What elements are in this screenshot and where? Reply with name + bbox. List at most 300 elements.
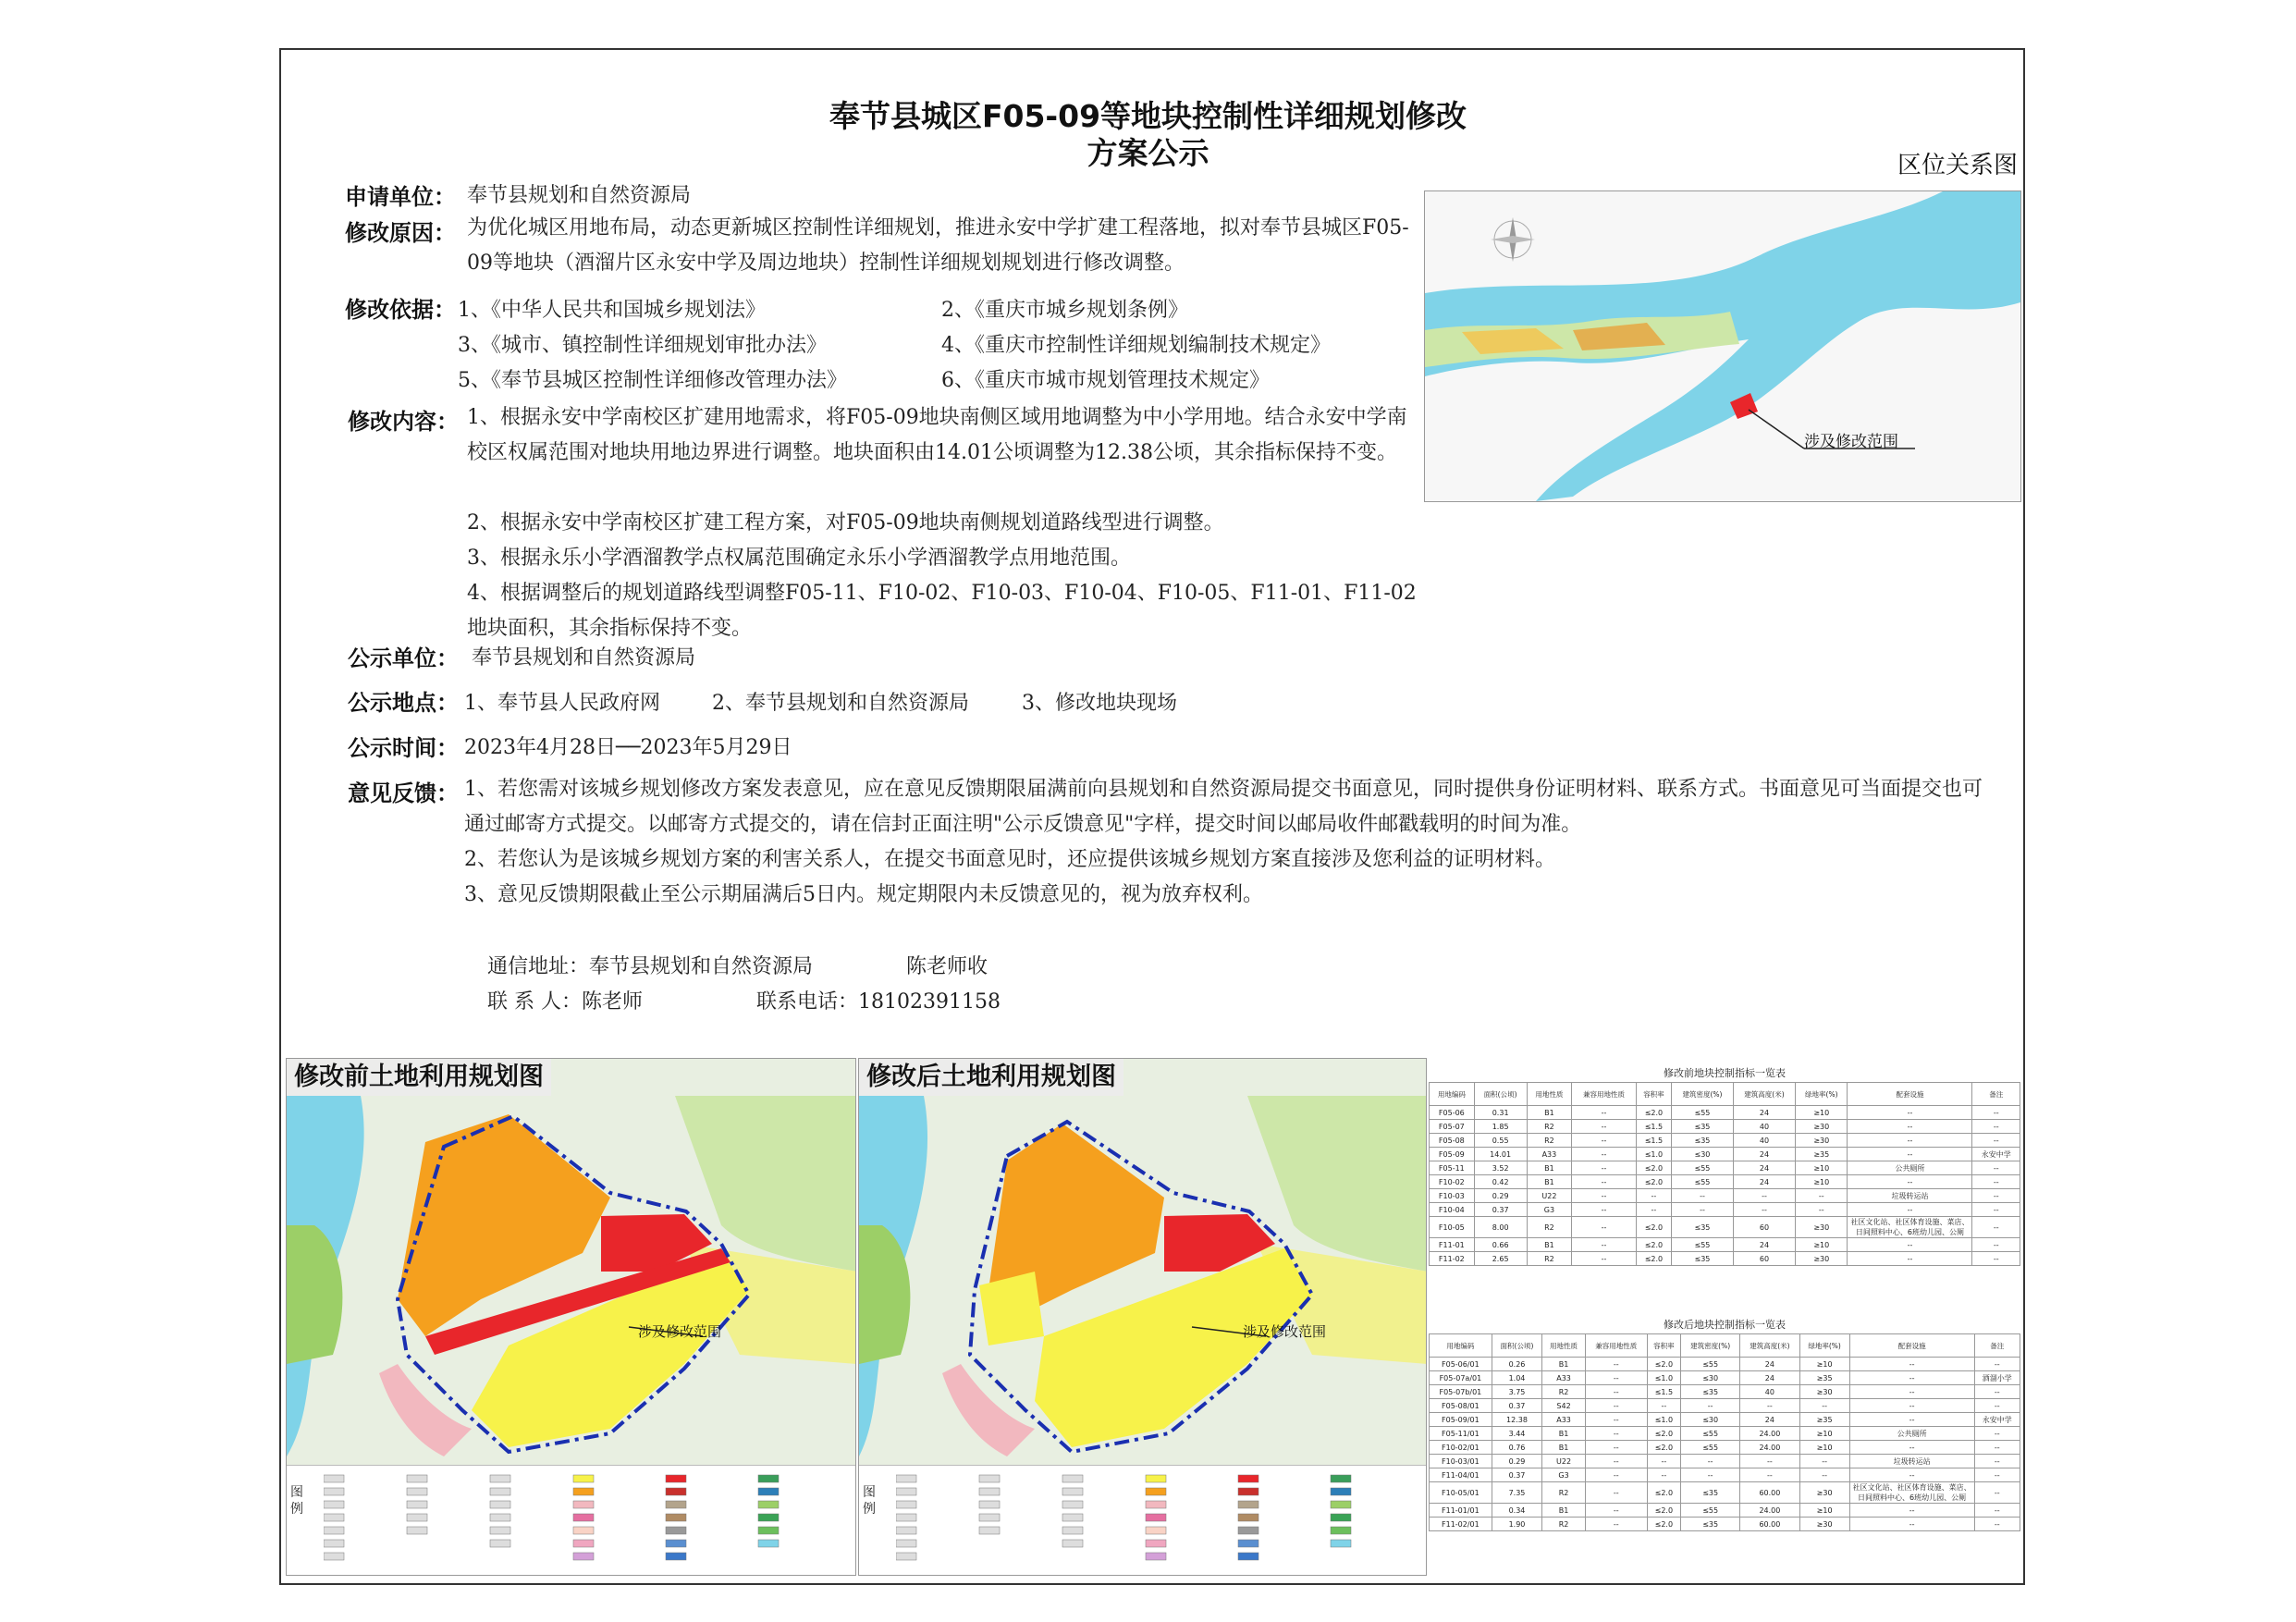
after-land-use-map: [858, 1058, 1427, 1576]
table-cell: --: [1849, 1413, 1974, 1427]
table-cell: 2.65: [1474, 1252, 1527, 1266]
table-row: [1430, 1455, 2020, 1468]
table-cell: ≤2.0: [1636, 1217, 1671, 1238]
table-cell: 7.35: [1492, 1482, 1541, 1504]
table-cell: F10-03/01: [1430, 1455, 1492, 1468]
table-cell: B1: [1527, 1106, 1572, 1120]
table-cell: --: [1733, 1203, 1795, 1217]
table-cell: 24: [1733, 1161, 1795, 1175]
table-row: [1430, 1413, 2020, 1427]
table-cell: F05-08/01: [1430, 1399, 1492, 1413]
after-map-legend: [859, 1465, 1426, 1575]
table-cell: --: [1572, 1252, 1637, 1266]
table-cell: F11-02: [1430, 1252, 1475, 1266]
table-cell: --: [1585, 1385, 1647, 1399]
table-row: [1430, 1399, 2020, 1413]
table-row: [1430, 1518, 2020, 1531]
table-cell: 垃圾转运站: [1848, 1189, 1972, 1203]
table-cell: F11-01: [1430, 1238, 1475, 1252]
table-cell: --: [1572, 1203, 1637, 1217]
table-row: [1430, 1106, 2020, 1120]
basis-item-3: 3、《城市、镇控制性详细规划审批办法》: [458, 334, 827, 357]
content-item-3: 3、根据永乐小学酒溜教学点权属范围确定永乐小学酒溜教学点用地范围。: [467, 547, 1131, 570]
table-cell: ≤30: [1681, 1371, 1740, 1385]
feedback-label: 意见反馈：: [348, 780, 459, 806]
table-cell: --: [1799, 1455, 1849, 1468]
table-cell: ≤35: [1681, 1482, 1740, 1504]
table-cell: 1.85: [1474, 1120, 1527, 1134]
table-cell: --: [1972, 1238, 2020, 1252]
table-cell: --: [1848, 1148, 1972, 1161]
table-cell: 14.01: [1474, 1148, 1527, 1161]
table-cell: F05-09/01: [1430, 1413, 1492, 1427]
table-cell: F10-02: [1430, 1175, 1475, 1189]
notice-place-2: 2、奉节县规划和自然资源局: [712, 692, 969, 715]
applicant-value: 奉节县规划和自然资源局: [467, 184, 692, 207]
table-cell: ≤35: [1672, 1252, 1734, 1266]
table-cell: ≤2.0: [1647, 1504, 1681, 1518]
table-cell: 0.37: [1474, 1203, 1527, 1217]
basis-item-4: 4、《重庆市控制性详细规划编制技术规定》: [941, 334, 1331, 357]
table-cell: F11-01/01: [1430, 1504, 1492, 1518]
table-cell: --: [1572, 1148, 1637, 1161]
table-cell: --: [1974, 1358, 2020, 1371]
table-row: [1430, 1120, 2020, 1134]
table-cell: 60: [1733, 1217, 1795, 1238]
table-cell: A33: [1542, 1413, 1586, 1427]
table-cell: 60.00: [1740, 1518, 1799, 1531]
table-cell: G3: [1542, 1468, 1586, 1482]
table-cell: --: [1972, 1217, 2020, 1238]
table-cell: 40: [1733, 1120, 1795, 1134]
table-cell: --: [1647, 1455, 1681, 1468]
table-cell: --: [1848, 1106, 1972, 1120]
table-cell: ≥35: [1799, 1413, 1849, 1427]
table-cell: --: [1585, 1441, 1647, 1455]
table-cell: --: [1647, 1399, 1681, 1413]
feedback-item-1: 1、若您需对该城乡规划修改方案发表意见，应在意见反馈期限届满前向县规划和自然资源局提交书面意见，同时提供身份证明材料、联系方式。书面意见可当面提交也可通过邮寄方式提交。以邮寄方式提交的，请在信封正面注明"公示反馈意见"字样，提交时间以邮局收件邮戳载明的时间为准。: [464, 778, 1983, 836]
table-cell: --: [1585, 1413, 1647, 1427]
table-cell: 24: [1740, 1413, 1799, 1427]
table-cell: ≥10: [1796, 1161, 1848, 1175]
table-cell: 24: [1740, 1358, 1799, 1371]
table-cell: ≤2.0: [1647, 1518, 1681, 1531]
notice-place-label: 公示地点：: [348, 690, 459, 716]
before-table-title: 修改前地块控制指标一览表: [1664, 1067, 1786, 1079]
table-cell: --: [1740, 1468, 1799, 1482]
table-cell: ≥30: [1796, 1217, 1848, 1238]
table-cell: 40: [1733, 1134, 1795, 1148]
table-cell: B1: [1527, 1161, 1572, 1175]
table-cell: G3: [1527, 1203, 1572, 1217]
table-cell: --: [1585, 1468, 1647, 1482]
table-cell: --: [1572, 1161, 1637, 1175]
table-row: [1430, 1427, 2020, 1441]
table-row: [1430, 1203, 2020, 1217]
table-cell: --: [1672, 1189, 1734, 1203]
table-cell: --: [1972, 1252, 2020, 1266]
table-cell: ≥35: [1799, 1371, 1849, 1385]
basis-label: 修改依据：: [345, 297, 456, 323]
table-cell: ≥10: [1799, 1427, 1849, 1441]
table-cell: --: [1972, 1203, 2020, 1217]
table-cell: R2: [1542, 1518, 1586, 1531]
feedback-item-3: 3、意见反馈期限截止至公示期届满后5日内。规定期限内未反馈意见的，视为放弃权利。: [464, 883, 1263, 906]
basis-item-6: 6、《重庆市城市规划管理技术规定》: [941, 369, 1270, 392]
table-cell: ≤2.0: [1636, 1252, 1671, 1266]
table-cell: 8.00: [1474, 1217, 1527, 1238]
table-cell: R2: [1527, 1217, 1572, 1238]
header-cell: 兼容用地性质: [1585, 1334, 1647, 1358]
table-cell: ≤55: [1672, 1106, 1734, 1120]
header-cell: 用地性质: [1527, 1083, 1572, 1106]
header-cell: 绿地率(%): [1799, 1334, 1849, 1358]
table-cell: 永安中学: [1972, 1148, 2020, 1161]
table-row: [1430, 1134, 2020, 1148]
table-cell: --: [1572, 1106, 1637, 1120]
table-cell: 1.90: [1492, 1518, 1541, 1531]
basis-item-2: 2、《重庆市城乡规划条例》: [941, 299, 1188, 322]
table-cell: --: [1733, 1189, 1795, 1203]
table-cell: --: [1585, 1455, 1647, 1468]
table-cell: F10-03: [1430, 1189, 1475, 1203]
table-cell: R2: [1527, 1252, 1572, 1266]
table-cell: ≥30: [1796, 1134, 1848, 1148]
table-cell: ≤55: [1681, 1358, 1740, 1371]
table-cell: ≥10: [1796, 1175, 1848, 1189]
table-cell: ≤2.0: [1636, 1161, 1671, 1175]
table-cell: 0.37: [1492, 1399, 1541, 1413]
table-cell: --: [1848, 1120, 1972, 1134]
table-cell: --: [1974, 1504, 2020, 1518]
table-row: [1430, 1175, 2020, 1189]
page-subtitle: 方案公示: [1087, 135, 1209, 171]
table-cell: 0.37: [1492, 1468, 1541, 1482]
table-cell: ≤55: [1672, 1238, 1734, 1252]
table-cell: ≤55: [1681, 1504, 1740, 1518]
table-cell: --: [1849, 1504, 1974, 1518]
table-cell: --: [1848, 1238, 1972, 1252]
table-cell: --: [1972, 1106, 2020, 1120]
header-cell: 备注: [1974, 1334, 2020, 1358]
table-cell: ≤1.5: [1636, 1134, 1671, 1148]
table-cell: 0.55: [1474, 1134, 1527, 1148]
table-cell: 24: [1740, 1371, 1799, 1385]
applicant-label: 申请单位：: [345, 184, 456, 210]
header-cell: 建筑密度(%): [1672, 1083, 1734, 1106]
table-cell: --: [1585, 1399, 1647, 1413]
table-cell: 0.42: [1474, 1175, 1527, 1189]
table-cell: 24.00: [1740, 1504, 1799, 1518]
after-indicator-table: [1429, 1333, 2020, 1531]
table-cell: F10-04: [1430, 1203, 1475, 1217]
table-cell: --: [1585, 1427, 1647, 1441]
table-cell: ≤35: [1672, 1120, 1734, 1134]
table-cell: --: [1972, 1134, 2020, 1148]
table-row: [1430, 1358, 2020, 1371]
after-table-title: 修改后地块控制指标一览表: [1664, 1319, 1786, 1331]
table-cell: ≤1.0: [1647, 1371, 1681, 1385]
table-cell: --: [1848, 1134, 1972, 1148]
table-cell: --: [1681, 1468, 1740, 1482]
table-cell: --: [1974, 1399, 2020, 1413]
contact-person: 联 系 人：陈老师: [487, 990, 643, 1014]
table-cell: F10-02/01: [1430, 1441, 1492, 1455]
feedback-item-2: 2、若您认为是该城乡规划方案的利害关系人，在提交书面意见时，还应提供该城乡规划方案直接涉及您利益的证明材料。: [464, 848, 1556, 871]
table-cell: 社区文化站、社区体育设施、菜店、日间照料中心、6班幼儿园、公厕: [1848, 1217, 1972, 1238]
table-cell: ≥30: [1796, 1252, 1848, 1266]
table-cell: ≤55: [1681, 1441, 1740, 1455]
table-cell: --: [1848, 1175, 1972, 1189]
table-cell: --: [1572, 1120, 1637, 1134]
table-cell: F10-05: [1430, 1217, 1475, 1238]
table-cell: F05-09: [1430, 1148, 1475, 1161]
table-cell: --: [1796, 1189, 1848, 1203]
table-cell: --: [1672, 1203, 1734, 1217]
after-map-scope-label: 涉及修改范围: [1243, 1323, 1327, 1340]
notice-time-value: 2023年4月28日──2023年5月29日: [464, 736, 792, 759]
after-table-body: [1430, 1358, 2020, 1531]
table-cell: R2: [1542, 1482, 1586, 1504]
table-cell: F05-06/01: [1430, 1358, 1492, 1371]
table-cell: --: [1740, 1455, 1799, 1468]
table-row: [1430, 1217, 2020, 1238]
table-cell: F05-07b/01: [1430, 1385, 1492, 1399]
before-map-heading: 修改前土地利用规划图: [287, 1059, 551, 1096]
table-cell: ≤35: [1681, 1518, 1740, 1531]
table-cell: B1: [1542, 1358, 1586, 1371]
header-cell: 用地编码: [1430, 1083, 1475, 1106]
table-cell: ≥30: [1799, 1518, 1849, 1531]
table-cell: 公共厕所: [1848, 1161, 1972, 1175]
after-legend-title: 图例: [863, 1485, 876, 1517]
table-cell: --: [1647, 1468, 1681, 1482]
table-cell: ≥10: [1799, 1358, 1849, 1371]
table-cell: --: [1585, 1504, 1647, 1518]
table-cell: 3.75: [1492, 1385, 1541, 1399]
table-cell: --: [1572, 1134, 1637, 1148]
table-cell: F05-11/01: [1430, 1427, 1492, 1441]
compass-icon: [1491, 217, 1535, 262]
header-cell: 建筑高度(米): [1740, 1334, 1799, 1358]
header-cell: 绿地率(%): [1796, 1083, 1848, 1106]
table-cell: 0.34: [1492, 1504, 1541, 1518]
table-cell: 24: [1733, 1148, 1795, 1161]
table-cell: ≤2.0: [1636, 1175, 1671, 1189]
table-cell: --: [1799, 1399, 1849, 1413]
table-cell: ≤55: [1672, 1175, 1734, 1189]
table-cell: 3.52: [1474, 1161, 1527, 1175]
table-cell: 3.44: [1492, 1427, 1541, 1441]
table-cell: ≤35: [1672, 1217, 1734, 1238]
table-cell: --: [1585, 1482, 1647, 1504]
table-cell: ≤1.0: [1636, 1148, 1671, 1161]
table-row: [1430, 1371, 2020, 1385]
table-cell: --: [1972, 1189, 2020, 1203]
table-cell: 60: [1733, 1252, 1795, 1266]
table-cell: 0.29: [1492, 1455, 1541, 1468]
after-legend-swatches: [896, 1473, 1423, 1569]
table-cell: 0.31: [1474, 1106, 1527, 1120]
table-cell: --: [1585, 1371, 1647, 1385]
before-legend-title: 图例: [290, 1485, 303, 1517]
table-cell: --: [1848, 1252, 1972, 1266]
table-cell: ≤30: [1672, 1148, 1734, 1161]
table-cell: U22: [1527, 1189, 1572, 1203]
table-cell: --: [1849, 1385, 1974, 1399]
table-cell: B1: [1527, 1175, 1572, 1189]
table-cell: --: [1974, 1455, 2020, 1468]
table-cell: 24: [1733, 1175, 1795, 1189]
table-cell: --: [1740, 1399, 1799, 1413]
header-cell: 用地编码: [1430, 1334, 1492, 1358]
table-cell: --: [1681, 1399, 1740, 1413]
table-cell: A33: [1542, 1371, 1586, 1385]
table-row: [1430, 1238, 2020, 1252]
table-cell: 24: [1733, 1238, 1795, 1252]
table-row: [1430, 1161, 2020, 1175]
content-item-1: 1、根据永安中学南校区扩建用地需求，将F05-09地块南侧区域用地调整为中小学用地。结合永安中学南校区权属范围对地块用地边界进行调整。地块面积由14.01公顷调整为12.38公顷，其余指标保持不变。: [467, 406, 1407, 464]
table-cell: ≤1.5: [1636, 1120, 1671, 1134]
before-indicator-table: [1429, 1082, 2020, 1266]
table-cell: --: [1585, 1518, 1647, 1531]
header-cell: 备注: [1972, 1083, 2020, 1106]
table-cell: ≥10: [1796, 1106, 1848, 1120]
table-cell: F10-05/01: [1430, 1482, 1492, 1504]
table-cell: F11-04/01: [1430, 1468, 1492, 1482]
table-cell: 0.29: [1474, 1189, 1527, 1203]
header-cell: 兼容用地性质: [1572, 1083, 1637, 1106]
location-map: [1424, 190, 2021, 502]
table-row: [1430, 1504, 2020, 1518]
table-cell: ≤30: [1681, 1413, 1740, 1427]
table-cell: --: [1585, 1358, 1647, 1371]
table-cell: F11-02/01: [1430, 1518, 1492, 1531]
table-cell: ≥30: [1796, 1120, 1848, 1134]
table-cell: ≤2.0: [1636, 1238, 1671, 1252]
contact-address: 通信地址：奉节县规划和自然资源局: [487, 955, 814, 978]
table-row: [1430, 1252, 2020, 1266]
table-cell: F05-07a/01: [1430, 1371, 1492, 1385]
table-cell: --: [1572, 1189, 1637, 1203]
table-cell: B1: [1542, 1504, 1586, 1518]
table-cell: --: [1849, 1441, 1974, 1455]
table-cell: --: [1681, 1455, 1740, 1468]
table-cell: 0.76: [1492, 1441, 1541, 1455]
table-cell: ≤35: [1681, 1385, 1740, 1399]
before-land-use-map: [286, 1058, 856, 1576]
before-map-legend: [287, 1465, 855, 1575]
table-cell: 12.38: [1492, 1413, 1541, 1427]
table-cell: 24: [1733, 1106, 1795, 1120]
table-cell: --: [1572, 1238, 1637, 1252]
table-cell: ≤2.0: [1636, 1106, 1671, 1120]
table-cell: 永安中学: [1974, 1413, 2020, 1427]
table-cell: --: [1848, 1203, 1972, 1217]
table-cell: ≥10: [1796, 1238, 1848, 1252]
table-cell: ≤2.0: [1647, 1482, 1681, 1504]
contact-recipient: 陈老师收: [906, 955, 988, 978]
table-cell: F05-07: [1430, 1120, 1475, 1134]
table-cell: ≤2.0: [1647, 1441, 1681, 1455]
table-cell: ≤2.0: [1647, 1427, 1681, 1441]
notice-unit-value: 奉节县规划和自然资源局: [472, 646, 696, 670]
contact-phone: 联系电话：18102391158: [756, 990, 1001, 1014]
table-cell: 公共厕所: [1849, 1427, 1974, 1441]
table-cell: ≤55: [1681, 1427, 1740, 1441]
table-row: [1430, 1385, 2020, 1399]
table-cell: --: [1636, 1203, 1671, 1217]
table-cell: 24.00: [1740, 1441, 1799, 1455]
table-cell: --: [1572, 1217, 1637, 1238]
notice-place-3: 3、修改地块现场: [1022, 692, 1177, 715]
table-cell: 0.26: [1492, 1358, 1541, 1371]
table-cell: B1: [1542, 1427, 1586, 1441]
table-row: [1430, 1148, 2020, 1161]
table-cell: --: [1849, 1468, 1974, 1482]
table-cell: 酒溜小学: [1974, 1371, 2020, 1385]
table-cell: R2: [1527, 1134, 1572, 1148]
table-cell: --: [1796, 1203, 1848, 1217]
table-cell: 24.00: [1740, 1427, 1799, 1441]
table-cell: S42: [1542, 1399, 1586, 1413]
table-cell: 60.00: [1740, 1482, 1799, 1504]
header-cell: 容积率: [1647, 1334, 1681, 1358]
table-cell: 40: [1740, 1385, 1799, 1399]
before-map-scope-label: 涉及修改范围: [638, 1323, 722, 1340]
table-row: [1430, 1468, 2020, 1482]
header-cell: 配套设施: [1848, 1083, 1972, 1106]
table-cell: ≥10: [1799, 1504, 1849, 1518]
table-cell: --: [1636, 1189, 1671, 1203]
table-cell: --: [1849, 1358, 1974, 1371]
header-cell: 建筑密度(%): [1681, 1334, 1740, 1358]
table-cell: ≥35: [1796, 1148, 1848, 1161]
table-cell: --: [1974, 1427, 2020, 1441]
table-cell: ≤55: [1672, 1161, 1734, 1175]
reason-label: 修改原因：: [345, 220, 456, 246]
after-table-header: [1430, 1334, 2020, 1358]
table-cell: F05-06: [1430, 1106, 1475, 1120]
table-cell: --: [1799, 1468, 1849, 1482]
table-cell: ≥10: [1799, 1441, 1849, 1455]
notice-unit-label: 公示单位：: [348, 645, 459, 671]
table-cell: ≤35: [1672, 1134, 1734, 1148]
table-cell: --: [1974, 1468, 2020, 1482]
table-cell: --: [1974, 1385, 2020, 1399]
table-cell: U22: [1542, 1455, 1586, 1468]
table-cell: F05-08: [1430, 1134, 1475, 1148]
table-cell: --: [1849, 1371, 1974, 1385]
notice-place-1: 1、奉节县人民政府网: [464, 692, 660, 715]
table-cell: ≥30: [1799, 1385, 1849, 1399]
content-label: 修改内容：: [348, 409, 459, 435]
content-item-2: 2、根据永安中学南校区扩建工程方案，对F05-09地块南侧规划道路线型进行调整。: [467, 511, 1224, 535]
content-item-4: 4、根据调整后的规划道路线型调整F05-11、F10-02、F10-03、F10-04、F10-05、F11-01、F11-02地块面积，其余指标保持不变。: [467, 582, 1417, 640]
table-cell: --: [1974, 1518, 2020, 1531]
location-map-drawing: [1425, 191, 2020, 501]
table-cell: --: [1974, 1482, 2020, 1504]
header-cell: 建筑高度(米): [1733, 1083, 1795, 1106]
header-cell: 容积率: [1636, 1083, 1671, 1106]
basis-item-5: 5、《奉节县城区控制性详细修改管理办法》: [458, 369, 847, 392]
table-cell: --: [1974, 1441, 2020, 1455]
table-cell: --: [1972, 1161, 2020, 1175]
table-row: [1430, 1189, 2020, 1203]
table-row: [1430, 1441, 2020, 1455]
table-cell: --: [1849, 1399, 1974, 1413]
table-cell: --: [1972, 1120, 2020, 1134]
